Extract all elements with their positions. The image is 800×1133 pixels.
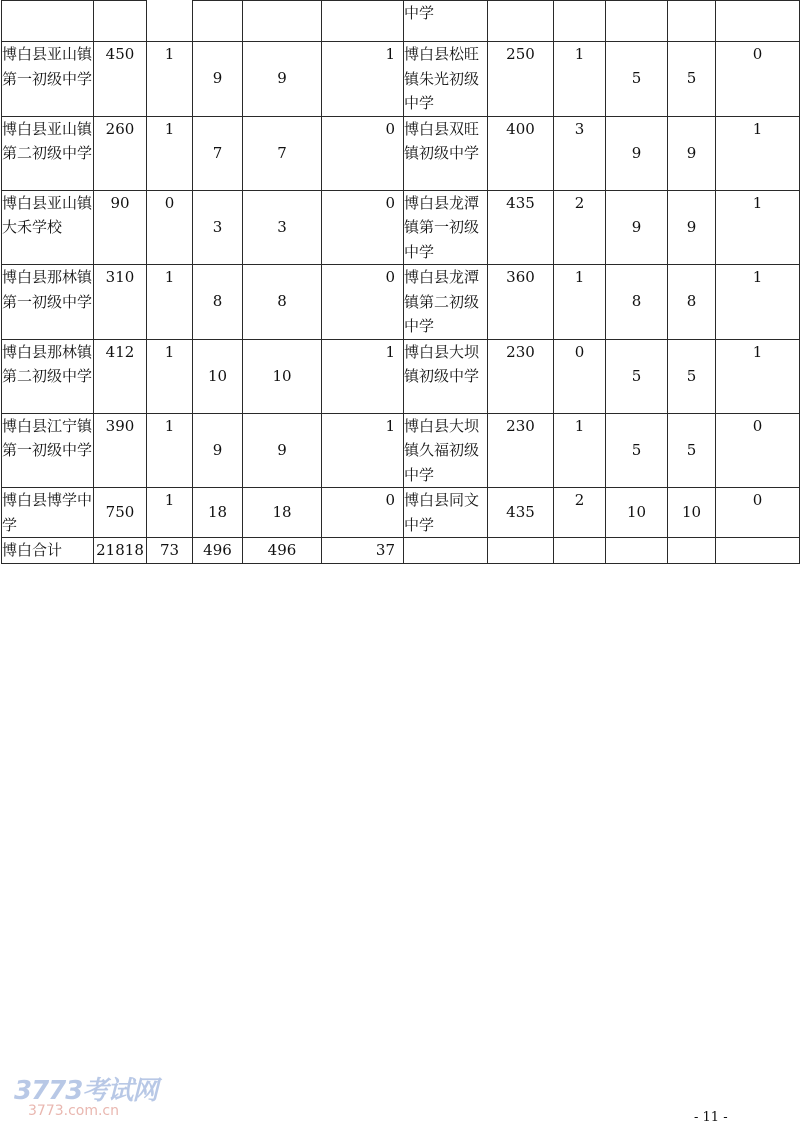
total-label: 博白合计 (2, 538, 94, 564)
right-school-name: 博白县双旺镇初级中学 (404, 116, 488, 190)
left-value-b: 1 (147, 413, 193, 488)
right-enrollment: 400 (488, 116, 554, 190)
left-value-b: 1 (147, 488, 193, 538)
right-value-d: 5 (668, 339, 716, 413)
left-value-d: 7 (243, 116, 322, 190)
left-value-d: 10 (243, 339, 322, 413)
left-school-name: 博白县亚山镇第二初级中学 (2, 116, 94, 190)
right-enrollment: 360 (488, 265, 554, 340)
right-value-c: 5 (606, 42, 668, 117)
right-enrollment: 435 (488, 190, 554, 265)
enrollment-table (1, 0, 800, 564)
right-value-d: 9 (668, 116, 716, 190)
left-value-c: 7 (193, 116, 243, 190)
right-value-c: 10 (606, 488, 668, 538)
left-value-d: 8 (243, 265, 322, 340)
right-enrollment: 230 (488, 413, 554, 488)
left-enrollment: 412 (94, 339, 147, 413)
right-value-e: 0 (716, 42, 800, 117)
right-value-e: 0 (716, 488, 800, 538)
watermark-main-text: 3773考试网 (14, 1076, 158, 1106)
left-value-e: 0 (322, 190, 404, 265)
right-value-d: 5 (668, 413, 716, 488)
table-row (2, 265, 800, 340)
watermark-logo (14, 1070, 184, 1119)
left-value-b: 1 (147, 42, 193, 117)
left-value-b: 0 (147, 190, 193, 265)
left-value-e: 1 (322, 339, 404, 413)
left-value-e: 0 (322, 265, 404, 340)
total-row (2, 538, 800, 564)
right-value-b: 1 (554, 42, 606, 117)
left-school-name: 博白县亚山镇第一初级中学 (2, 42, 94, 117)
left-value-e: 1 (322, 413, 404, 488)
watermark-url: 3773.com.cn (28, 1103, 119, 1119)
left-value-c: 10 (193, 339, 243, 413)
total-value-e: 37 (322, 538, 404, 564)
left-value-e: 1 (322, 42, 404, 117)
right-value-d: 5 (668, 42, 716, 117)
left-school-name: 博白县那林镇第二初级中学 (2, 339, 94, 413)
right-value-b: 3 (554, 116, 606, 190)
total-enrollment: 21818 (94, 538, 147, 564)
left-enrollment: 450 (94, 42, 147, 117)
table-row-top (2, 1, 800, 42)
left-enrollment: 260 (94, 116, 147, 190)
table-row (2, 339, 800, 413)
right-value-c: 9 (606, 190, 668, 265)
left-value-c: 3 (193, 190, 243, 265)
left-value-e: 0 (322, 488, 404, 538)
left-value-b: 1 (147, 116, 193, 190)
left-school-name: 博白县江宁镇第一初级中学 (2, 413, 94, 488)
left-value-d: 9 (243, 413, 322, 488)
left-value-b: 1 (147, 339, 193, 413)
left-enrollment: 90 (94, 190, 147, 265)
left-value-d: 9 (243, 42, 322, 117)
left-value-c: 8 (193, 265, 243, 340)
table-row (2, 116, 800, 190)
right-value-e: 1 (716, 339, 800, 413)
left-value-b: 1 (147, 265, 193, 340)
page-number: - 11 - (694, 1110, 728, 1125)
right-school-name: 博白县龙潭镇第二初级中学 (404, 265, 488, 340)
right-school-name: 博白县大坝镇初级中学 (404, 339, 488, 413)
right-value-e: 1 (716, 190, 800, 265)
left-school-name: 博白县博学中学 (2, 488, 94, 538)
right-value-c: 5 (606, 413, 668, 488)
left-enrollment: 750 (94, 488, 147, 538)
left-value-e: 0 (322, 116, 404, 190)
right-value-c: 9 (606, 116, 668, 190)
right-enrollment: 250 (488, 42, 554, 117)
right-value-e: 0 (716, 413, 800, 488)
left-school-name: 博白县亚山镇大禾学校 (2, 190, 94, 265)
right-value-c: 5 (606, 339, 668, 413)
right-school-name: 博白县大坝镇久福初级中学 (404, 413, 488, 488)
right-value-e: 1 (716, 116, 800, 190)
left-value-c: 18 (193, 488, 243, 538)
left-value-c: 9 (193, 413, 243, 488)
table-row (2, 413, 800, 488)
right-value-b: 1 (554, 265, 606, 340)
right-school-name: 博白县同文中学 (404, 488, 488, 538)
left-school-name: 博白县那林镇第一初级中学 (2, 265, 94, 340)
table-row (2, 190, 800, 265)
total-value-b: 73 (147, 538, 193, 564)
right-value-d: 9 (668, 190, 716, 265)
right-school-name: 博白县松旺镇朱光初级中学 (404, 42, 488, 117)
table-row (2, 488, 800, 538)
left-value-d: 3 (243, 190, 322, 265)
right-enrollment: 230 (488, 339, 554, 413)
right-value-b: 2 (554, 488, 606, 538)
right-value-e: 1 (716, 265, 800, 340)
right-value-b: 2 (554, 190, 606, 265)
right-school-name: 博白县龙潭镇第一初级中学 (404, 190, 488, 265)
right-enrollment: 435 (488, 488, 554, 538)
left-value-d: 18 (243, 488, 322, 538)
left-value-c: 9 (193, 42, 243, 117)
right-value-b: 1 (554, 413, 606, 488)
total-value-c: 496 (193, 538, 243, 564)
left-enrollment: 390 (94, 413, 147, 488)
right-value-c: 8 (606, 265, 668, 340)
table-row (2, 42, 800, 117)
right-school-name: 中学 (404, 1, 488, 42)
right-value-d: 10 (668, 488, 716, 538)
right-value-d: 8 (668, 265, 716, 340)
right-value-b: 0 (554, 339, 606, 413)
left-enrollment: 310 (94, 265, 147, 340)
total-value-d: 496 (243, 538, 322, 564)
